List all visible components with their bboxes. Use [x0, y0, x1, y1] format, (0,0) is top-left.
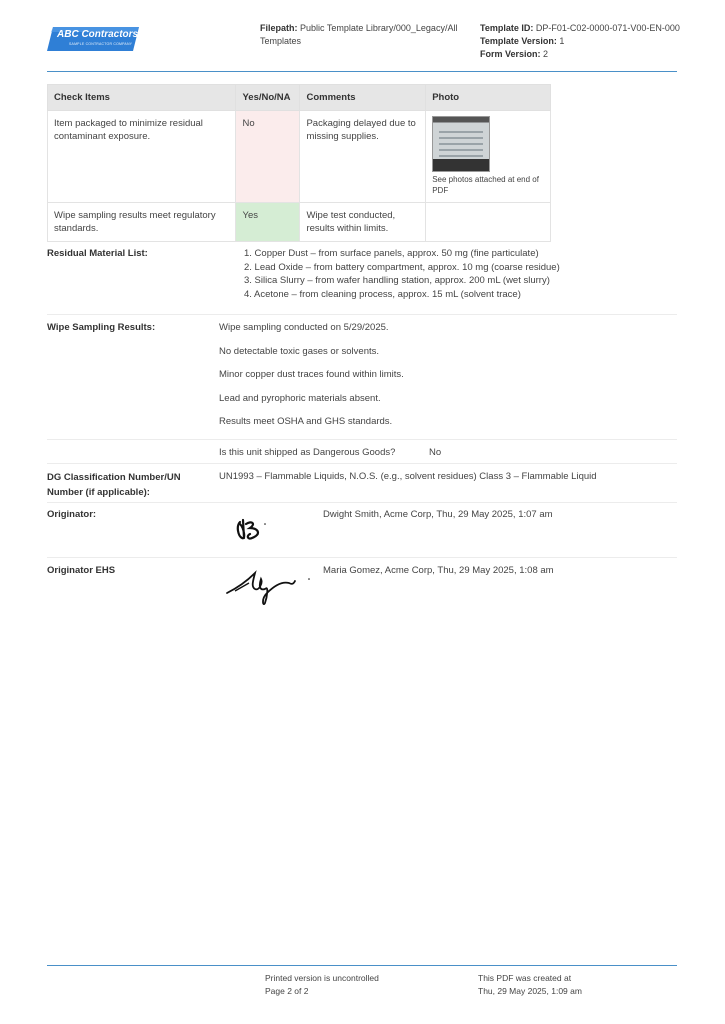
logo-tagline: SAMPLE CONTRACTOR COMPANY: [69, 42, 133, 46]
signature-image-icon: [232, 514, 272, 544]
result-line: Lead and pyrophoric materials absent.: [219, 392, 381, 404]
section-divider: [47, 502, 677, 503]
section-divider: [47, 314, 677, 315]
filepath-value-line2: Templates: [260, 36, 302, 46]
template-id-value: DP-F01-C02-0000-071-V00-EN-000: [535, 23, 680, 33]
list-item: 1. Copper Dust – from surface panels, approx. 50 mg (fine particulate): [244, 248, 539, 259]
dg-classification-label: [47, 470, 207, 500]
check-item: Item packaged to minimize residual contaminant exposure.: [48, 111, 236, 203]
created-label: This PDF was created at: [478, 973, 572, 983]
signature-image-icon: [225, 567, 315, 607]
section-divider: [47, 463, 677, 464]
footer-created: [478, 972, 582, 998]
comment: Wipe test conducted, results within limits.: [300, 203, 426, 242]
result-line: Results meet OSHA and GHS standards.: [219, 416, 393, 427]
section-divider: [47, 439, 677, 440]
answer-yes: Yes: [236, 203, 300, 242]
template-meta: [480, 22, 690, 61]
form-version-value: 2: [543, 49, 549, 59]
column-header-photo: Photo: [426, 85, 551, 111]
filepath-label: Filepath:: [260, 23, 298, 33]
residual-material-list: [244, 247, 674, 301]
header-divider: [47, 71, 677, 72]
originator-ehs-signer: Maria Gomez, Acme Corp, Thu, 29 May 2025, 1:08 am: [323, 565, 554, 576]
created-timestamp: Thu, 29 May 2025, 1:09 am: [478, 986, 582, 996]
list-item: 4. Acetone – from cleaning process, approx. 15 mL (solvent trace): [244, 288, 521, 300]
originator-signature: [232, 514, 272, 544]
table-row: [48, 203, 551, 242]
list-item: 2. Lead Oxide – from battery compartment, approx. 10 mg (coarse residue): [244, 261, 560, 273]
photo-caption: See photos attached at end of PDF: [432, 175, 539, 195]
originator-ehs-signature: [225, 567, 315, 607]
list-item: 3. Silica Slurry – from wafer handling station, approx. 200 mL (wet slurry): [244, 275, 550, 286]
table-row: [48, 111, 551, 203]
logo-name: ABC Contractors: [57, 29, 139, 40]
dg-answer: No: [429, 447, 442, 458]
filepath-value: Public Template Library/000_Legacy/All: [300, 23, 458, 33]
result-line: Wipe sampling conducted on 5/29/2025.: [219, 322, 389, 333]
column-header-comments: Comments: [300, 85, 426, 111]
column-header-check-items: Check Items: [48, 85, 236, 111]
comment: Packaging delayed due to missing supplies.: [300, 111, 426, 203]
originator-ehs-label: Originator EHS: [47, 565, 116, 576]
uncontrolled-notice: Printed version is uncontrolled: [265, 973, 379, 983]
originator-label: Originator:: [47, 509, 97, 520]
footer-divider: [47, 965, 677, 966]
template-id-label: Template ID:: [480, 23, 534, 33]
result-line: Minor copper dust traces found within limits.: [219, 369, 404, 380]
dg-question: Is this unit shipped as Dangerous Goods?: [219, 447, 396, 458]
filepath: [260, 22, 470, 48]
template-version-label: Template Version:: [480, 36, 557, 46]
section-divider: [47, 557, 677, 558]
photo-cell: [426, 203, 551, 242]
wipe-sampling-results: [219, 321, 669, 439]
answer-no: No: [236, 111, 300, 203]
dg-classification-label-line1: DG Classification Number/UN: [47, 472, 181, 483]
template-version-value: 1: [559, 36, 565, 46]
dg-classification-value: UN1993 – Flammable Liquids, N.O.S. (e.g., solvent residues) Class 3 – Flammable Liquid: [219, 471, 597, 482]
dg-classification-label-line2: Number (if applicable):: [47, 487, 150, 498]
footer-uncontrolled: [265, 972, 379, 998]
column-header-answer: Yes/No/NA: [236, 85, 300, 111]
wipe-sampling-label: Wipe Sampling Results:: [47, 322, 156, 333]
check-item: Wipe sampling results meet regulatory standards.: [48, 203, 236, 242]
residual-material-label: Residual Material List:: [47, 248, 148, 259]
check-items-table: [47, 84, 551, 242]
company-logo: [47, 26, 139, 52]
photo-cell: [426, 111, 551, 203]
page-number: Page 2 of 2: [265, 986, 309, 996]
table-header-row: [48, 85, 551, 111]
result-line: No detectable toxic gases or solvents.: [219, 345, 380, 357]
originator-signer: Dwight Smith, Acme Corp, Thu, 29 May 2025, 1:07 am: [323, 509, 553, 520]
form-version-label: Form Version:: [480, 49, 541, 59]
photo-thumbnail[interactable]: [432, 116, 490, 172]
